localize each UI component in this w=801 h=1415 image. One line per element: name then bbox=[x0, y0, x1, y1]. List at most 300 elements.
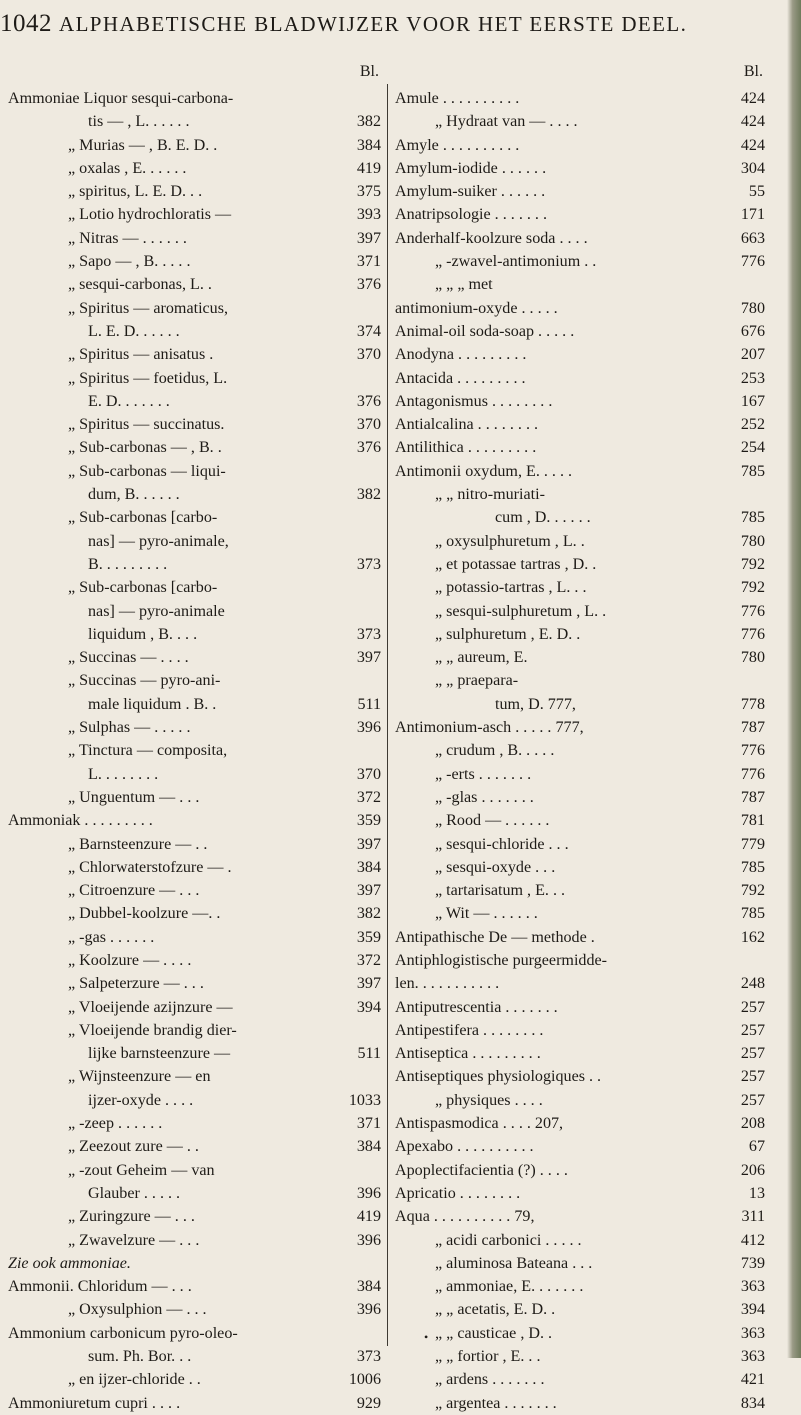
entry-text: „ Spiritus — foetidus, L. bbox=[68, 369, 228, 387]
index-entry bbox=[8, 250, 381, 273]
entry-text: Antagonismus . . . . . . . . bbox=[395, 392, 553, 410]
entry-text: „ Citroenzure — . . . bbox=[68, 882, 200, 900]
entry-text: ijzer-oxyde . . . . bbox=[88, 1091, 194, 1109]
index-entry bbox=[395, 483, 765, 506]
entry-page-number: 359 bbox=[356, 812, 381, 830]
entry-text: Anodyna . . . . . . . . . bbox=[395, 346, 527, 364]
entry-page-number: 382 bbox=[356, 905, 381, 923]
entry-text: „ „ praepara- bbox=[435, 672, 519, 690]
entry-page-number: 792 bbox=[740, 555, 765, 573]
entry-text: „ Sapo — , B. . . . . bbox=[68, 253, 191, 271]
index-entry bbox=[8, 879, 381, 902]
entry-text: „ Sub-carbonas — liqui- bbox=[68, 462, 226, 480]
entry-page-number: 792 bbox=[740, 882, 765, 900]
entry-text: Aqua . . . . . . . . . . 79, bbox=[395, 1208, 535, 1226]
entry-page-number: 374 bbox=[356, 322, 381, 340]
entry-page-number: 776 bbox=[740, 742, 765, 760]
entry-text: Apoplectifacientia (?) . . . . bbox=[395, 1161, 568, 1179]
entry-page-number: 776 bbox=[740, 765, 765, 783]
entry-page-number: 419 bbox=[356, 1208, 381, 1226]
entry-text: „ Salpeterzure — . . . bbox=[68, 975, 204, 993]
entry-page-number: 311 bbox=[741, 1208, 765, 1226]
entry-text: „ Koolzure — . . . . bbox=[68, 951, 192, 969]
index-entry bbox=[395, 949, 765, 972]
entry-text: „ physiques . . . . bbox=[435, 1091, 543, 1109]
entry-page-number: 394 bbox=[740, 1301, 765, 1319]
entry-page-number: 376 bbox=[356, 439, 381, 457]
index-entry bbox=[8, 623, 381, 646]
entry-page-number bbox=[319, 506, 381, 529]
entry-text: Antiseptiques physiologiques . . bbox=[395, 1068, 602, 1086]
entry-page-number: 1006 bbox=[348, 1371, 381, 1389]
entry-page-number: 663 bbox=[740, 229, 765, 247]
entry-text: Glauber . . . . . bbox=[88, 1184, 181, 1202]
entry-page-number bbox=[319, 1322, 381, 1345]
entry-text: „ Spiritus — anisatus . bbox=[68, 346, 214, 364]
entry-page-number: 257 bbox=[740, 1091, 765, 1109]
index-entry bbox=[8, 786, 381, 809]
entry-text: „ Rood — . . . . . . bbox=[435, 812, 550, 830]
index-entry bbox=[395, 623, 765, 646]
entry-page-number bbox=[319, 1019, 381, 1042]
index-entry bbox=[395, 436, 765, 459]
entry-text: Antiputrescentia . . . . . . . bbox=[395, 998, 558, 1016]
entry-text: „ Barnsteenzure — . . bbox=[68, 835, 208, 853]
index-entry bbox=[395, 1159, 765, 1182]
index-entry bbox=[395, 390, 765, 413]
entry-page-number: 167 bbox=[740, 392, 765, 410]
index-entry bbox=[8, 1089, 381, 1112]
entry-text: „ Vloeijende azijnzure — bbox=[68, 998, 233, 1016]
entry-page-number bbox=[319, 576, 381, 599]
entry-text: „ argentea . . . . . . . bbox=[435, 1394, 557, 1412]
index-column-left bbox=[8, 63, 381, 1415]
page-edge bbox=[787, 0, 801, 1358]
entry-text: „ et potassae tartras , D. . bbox=[435, 555, 597, 573]
entry-text: „ Succinas — pyro-ani- bbox=[68, 672, 221, 690]
index-entry bbox=[8, 413, 381, 436]
entry-text: „ Succinas — . . . . bbox=[68, 649, 189, 667]
entry-text: L. . . . . . . . bbox=[88, 765, 159, 783]
index-entry bbox=[395, 600, 765, 623]
entry-text: „ en ijzer-chloride . . bbox=[68, 1371, 201, 1389]
entry-text: Amule . . . . . . . . . . bbox=[395, 90, 520, 107]
index-entry bbox=[395, 1019, 765, 1042]
entry-page-number: 785 bbox=[740, 462, 765, 480]
index-entry bbox=[395, 320, 765, 343]
column-header-bl: Bl. bbox=[359, 63, 379, 80]
index-entry bbox=[395, 576, 765, 599]
index-entry bbox=[395, 669, 765, 692]
index-entry bbox=[395, 1229, 765, 1252]
index-entry bbox=[8, 1112, 381, 1135]
entry-page-number: 363 bbox=[740, 1324, 765, 1342]
entry-text: „ -zeep . . . . . . bbox=[68, 1115, 163, 1133]
entry-text: „ Vloeijende brandig dier- bbox=[68, 1021, 237, 1039]
entry-text: dum, B. . . . . . bbox=[88, 486, 180, 504]
entry-text: „ Sulphas — . . . . . bbox=[68, 719, 191, 737]
column-divider bbox=[387, 84, 388, 1346]
index-entry bbox=[8, 110, 381, 133]
index-entry bbox=[395, 1252, 765, 1275]
index-entry bbox=[8, 87, 381, 110]
index-entry bbox=[395, 203, 765, 226]
index-entry bbox=[8, 157, 381, 180]
entry-text: „ Sub-carbonas [carbo- bbox=[68, 579, 218, 597]
index-entry bbox=[395, 553, 765, 576]
entry-text: Anatripsologie . . . . . . . bbox=[395, 206, 547, 224]
entry-text: nas] — pyro-animale bbox=[88, 602, 225, 620]
entry-text: „ -zout Geheim — van bbox=[68, 1161, 215, 1179]
index-entry bbox=[8, 1065, 381, 1088]
index-entry bbox=[395, 1368, 765, 1391]
index-entry bbox=[8, 436, 381, 459]
entry-page-number: 779 bbox=[740, 835, 765, 853]
index-entry bbox=[395, 1275, 765, 1298]
index-entry bbox=[395, 250, 765, 273]
entry-text: cum , D. . . . . . bbox=[495, 509, 591, 527]
index-entry bbox=[395, 739, 765, 762]
index-entry bbox=[8, 1298, 381, 1321]
entry-page-number: 206 bbox=[740, 1161, 765, 1179]
entry-page-number: 780 bbox=[740, 532, 765, 550]
index-entry bbox=[8, 646, 381, 669]
entry-page-number: 370 bbox=[356, 416, 381, 434]
entry-page-number: 424 bbox=[740, 113, 765, 131]
entry-text: „ Tinctura — composita, bbox=[68, 742, 228, 760]
entry-page-number: 171 bbox=[740, 206, 765, 224]
entry-page-number: 834 bbox=[740, 1394, 765, 1412]
entry-text: Antiseptica . . . . . . . . . bbox=[395, 1045, 541, 1063]
index-entry bbox=[8, 506, 381, 529]
index-entry bbox=[8, 949, 381, 972]
entry-page-number bbox=[319, 297, 381, 320]
entry-page-number: 421 bbox=[740, 1371, 765, 1389]
entry-text: Zie ook ammoniae. bbox=[8, 1254, 131, 1272]
index-entry bbox=[8, 739, 381, 762]
index-entry bbox=[395, 367, 765, 390]
index-entry bbox=[8, 530, 381, 553]
entry-page-number bbox=[703, 949, 765, 972]
index-entry bbox=[8, 297, 381, 320]
entry-text: „ Wit — . . . . . . bbox=[435, 905, 538, 923]
index-entry bbox=[395, 134, 765, 157]
index-entry bbox=[395, 297, 765, 320]
entry-text: Antipathische De — methode . bbox=[395, 928, 595, 946]
entry-text: lijke barnsteenzure — bbox=[88, 1045, 231, 1063]
entry-page-number: 376 bbox=[356, 276, 381, 294]
entry-text: L. E. D. . . . . . bbox=[88, 322, 180, 340]
column-header-bl: Bl. bbox=[743, 63, 763, 80]
index-entry bbox=[8, 1252, 381, 1275]
entry-text: „ sesqui-oxyde . . . bbox=[435, 858, 556, 876]
entry-text: liquidum , B. . . . bbox=[88, 625, 198, 643]
entry-page-number bbox=[319, 1252, 381, 1275]
entry-page-number: 373 bbox=[356, 625, 381, 643]
entry-page-number: 55 bbox=[748, 183, 765, 201]
entry-text: Apricatio . . . . . . . . bbox=[395, 1184, 521, 1202]
entry-text: „ spiritus, L. E. D. . . bbox=[68, 183, 203, 201]
entry-page-number: 739 bbox=[740, 1254, 765, 1272]
index-entry bbox=[395, 110, 765, 133]
entry-text: Ammoniuretum cupri . . . . bbox=[8, 1394, 181, 1412]
entry-text: „ „ fortior , E. . . bbox=[435, 1348, 541, 1366]
entry-text: Antimonii oxydum, E. . . . . bbox=[395, 462, 573, 480]
entry-text: „ ammoniae, E. . . . . . . bbox=[435, 1278, 584, 1296]
entry-page-number: 787 bbox=[740, 788, 765, 806]
entry-page-number: 375 bbox=[356, 183, 381, 201]
index-entry bbox=[8, 320, 381, 343]
entry-page-number: 208 bbox=[740, 1115, 765, 1133]
entry-text: „ tartarisatum , E. . . bbox=[435, 882, 566, 900]
entry-page-number: 396 bbox=[356, 1301, 381, 1319]
entry-page-number: 397 bbox=[356, 975, 381, 993]
index-entry bbox=[395, 1298, 765, 1321]
entry-page-number: 373 bbox=[356, 555, 381, 573]
index-entry bbox=[8, 203, 381, 226]
entry-page-number: 785 bbox=[740, 509, 765, 527]
entry-text: antimonium-oxyde . . . . . bbox=[395, 299, 558, 317]
entry-page-number: 396 bbox=[356, 719, 381, 737]
entry-page-number: 257 bbox=[740, 1045, 765, 1063]
entry-page-number: 376 bbox=[356, 392, 381, 410]
entry-text: „ ardens . . . . . . . bbox=[435, 1371, 545, 1389]
index-entry bbox=[395, 87, 765, 110]
entry-text: „ oxalas , E. . . . . . bbox=[68, 159, 187, 177]
entry-text: Antispasmodica . . . . 207, bbox=[395, 1115, 564, 1133]
entry-page-number: 776 bbox=[740, 602, 765, 620]
index-entry bbox=[8, 1159, 381, 1182]
index-column-right bbox=[395, 63, 765, 1415]
entry-text: sum. Ph. Bor. . . bbox=[88, 1348, 192, 1366]
index-entry bbox=[8, 180, 381, 203]
index-entry bbox=[8, 1322, 381, 1345]
entry-text: Ammonii. Chloridum — . . . bbox=[8, 1278, 192, 1296]
index-entry bbox=[8, 1345, 381, 1368]
index-entry bbox=[8, 227, 381, 250]
entry-page-number: 257 bbox=[740, 1068, 765, 1086]
entry-page-number: 371 bbox=[356, 1115, 381, 1133]
entry-text: Ammonium carbonicum pyro-oleo- bbox=[8, 1324, 238, 1342]
entry-text: Antialcalina . . . . . . . . bbox=[395, 416, 539, 434]
entry-text: „ „ causticae , D. . bbox=[435, 1324, 553, 1342]
entry-page-number: 257 bbox=[740, 1021, 765, 1039]
entry-text: „ Sub-carbonas [carbo- bbox=[68, 509, 218, 527]
index-entry bbox=[8, 1205, 381, 1228]
entry-page-number bbox=[319, 367, 381, 390]
index-entry bbox=[8, 716, 381, 739]
index-entry bbox=[395, 879, 765, 902]
entry-text: „ Sub-carbonas — , B. . bbox=[68, 439, 222, 457]
entry-text: E. D. . . . . . . bbox=[88, 392, 170, 410]
entry-page-number: 397 bbox=[356, 835, 381, 853]
index-entry bbox=[395, 227, 765, 250]
entry-text: „ „ aureum, E. bbox=[435, 649, 528, 667]
entry-page-number bbox=[319, 460, 381, 483]
index-entry bbox=[8, 1229, 381, 1252]
index-entry bbox=[8, 343, 381, 366]
entry-page-number: 382 bbox=[356, 486, 381, 504]
entry-page-number: 396 bbox=[356, 1184, 381, 1202]
index-entry bbox=[395, 833, 765, 856]
index-entry bbox=[395, 646, 765, 669]
entry-page-number: 424 bbox=[740, 90, 765, 107]
entry-text: „ Murias — , B. E. D. . bbox=[68, 136, 218, 154]
index-entry bbox=[395, 1205, 765, 1228]
entry-page-number: 384 bbox=[356, 1278, 381, 1296]
entry-text: nas] — pyro-animale, bbox=[88, 532, 229, 550]
entry-page-number bbox=[319, 739, 381, 762]
entry-page-number bbox=[319, 1159, 381, 1182]
entry-page-number bbox=[703, 483, 765, 506]
entry-text: „ „ „ met bbox=[435, 276, 493, 294]
entry-page-number bbox=[703, 273, 765, 296]
entry-page-number: 384 bbox=[356, 1138, 381, 1156]
page-number: 1042 bbox=[0, 10, 52, 37]
entry-page-number: 776 bbox=[740, 253, 765, 271]
index-entry bbox=[395, 273, 765, 296]
index-entry bbox=[395, 1089, 765, 1112]
entry-page-number: 359 bbox=[356, 928, 381, 946]
entry-page-number: 397 bbox=[356, 229, 381, 247]
entry-page-number: 393 bbox=[356, 206, 381, 224]
entry-text: „ -gas . . . . . . bbox=[68, 928, 155, 946]
entry-text: „ potassio-tartras , L. . . bbox=[435, 579, 587, 597]
entry-page-number: 397 bbox=[356, 649, 381, 667]
index-entry bbox=[395, 1345, 765, 1368]
index-entry bbox=[8, 460, 381, 483]
entry-text: „ Spiritus — aromaticus, bbox=[68, 299, 229, 317]
entry-page-number: 67 bbox=[748, 1138, 765, 1156]
index-entry bbox=[395, 530, 765, 553]
entry-text: „ aluminosa Bateana . . . bbox=[435, 1254, 593, 1272]
entry-page-number: 373 bbox=[356, 1348, 381, 1366]
index-entry bbox=[8, 273, 381, 296]
index-entry bbox=[8, 1275, 381, 1298]
index-entry bbox=[8, 972, 381, 995]
entry-page-number: 248 bbox=[740, 975, 765, 993]
index-entry bbox=[395, 413, 765, 436]
entry-text: „ Nitras — . . . . . . bbox=[68, 229, 187, 247]
entry-page-number: 254 bbox=[740, 439, 765, 457]
entry-page-number: 371 bbox=[356, 253, 381, 271]
entry-text: „ sesqui-chloride . . . bbox=[435, 835, 569, 853]
entry-text: „ Oxysulphion — . . . bbox=[68, 1301, 207, 1319]
entry-page-number: 396 bbox=[356, 1231, 381, 1249]
index-entry bbox=[8, 809, 381, 832]
index-entry bbox=[395, 809, 765, 832]
index-entry bbox=[395, 180, 765, 203]
entry-page-number: 787 bbox=[740, 719, 765, 737]
index-entry bbox=[8, 833, 381, 856]
entry-page-number: 1033 bbox=[348, 1091, 381, 1109]
entry-text: male liquidum . B. . bbox=[88, 695, 217, 713]
entry-page-number: 207 bbox=[740, 346, 765, 364]
index-entry bbox=[395, 1322, 765, 1345]
index-entry bbox=[395, 786, 765, 809]
entry-page-number: 252 bbox=[740, 416, 765, 434]
entry-text: „ Dubbel-koolzure —. . bbox=[68, 905, 221, 923]
entry-page-number: 419 bbox=[356, 159, 381, 177]
entry-page-number: 363 bbox=[740, 1278, 765, 1296]
entry-page-number: 370 bbox=[356, 765, 381, 783]
entry-text: „ Zuringzure — . . . bbox=[68, 1208, 195, 1226]
index-entry bbox=[8, 1042, 381, 1065]
entry-page-number: 412 bbox=[740, 1231, 765, 1249]
index-entry bbox=[8, 1135, 381, 1158]
page-header bbox=[0, 10, 687, 38]
entry-page-number: 253 bbox=[740, 369, 765, 387]
index-entry bbox=[8, 483, 381, 506]
entry-text: Apexabo . . . . . . . . . . bbox=[395, 1138, 534, 1156]
entry-text: Antiphlogistische purgeermidde- bbox=[395, 951, 608, 969]
entry-page-number: 382 bbox=[356, 113, 381, 131]
entry-page-number: 384 bbox=[356, 858, 381, 876]
ink-mark: • bbox=[424, 1330, 429, 1344]
entry-page-number bbox=[703, 669, 765, 692]
entry-page-number: 785 bbox=[740, 858, 765, 876]
index-entry bbox=[395, 157, 765, 180]
entry-text: „ sesqui-carbonas, L. . bbox=[68, 276, 212, 294]
entry-text: „ Lotio hydrochloratis — bbox=[68, 206, 232, 224]
entry-text: Antimonium-asch . . . . . 777, bbox=[395, 719, 584, 737]
entry-page-number: 304 bbox=[740, 159, 765, 177]
entry-text: B. . . . . . . . . bbox=[88, 555, 168, 573]
index-entry bbox=[8, 600, 381, 623]
entry-page-number bbox=[319, 530, 381, 553]
entry-page-number: 394 bbox=[356, 998, 381, 1016]
page-title: ALPHABETISCHE BLADWIJZER VOOR HET EERSTE DEEL. bbox=[59, 12, 688, 36]
entry-page-number bbox=[319, 1065, 381, 1088]
entry-page-number: 363 bbox=[740, 1348, 765, 1366]
index-entry bbox=[8, 693, 381, 716]
entry-text: „ Hydraat van — . . . . bbox=[435, 113, 578, 131]
index-entry bbox=[8, 902, 381, 925]
entry-page-number: 13 bbox=[748, 1184, 765, 1202]
entry-text: „ oxysulphuretum , L. . bbox=[435, 532, 585, 550]
index-entry bbox=[395, 506, 765, 529]
entry-page-number: 372 bbox=[356, 951, 381, 969]
index-entry bbox=[8, 1019, 381, 1042]
index-entry bbox=[8, 390, 381, 413]
entry-page-number: 424 bbox=[740, 136, 765, 154]
index-entry bbox=[395, 1135, 765, 1158]
entry-text: Ammoniae Liquor sesqui-carbona- bbox=[8, 90, 234, 107]
entry-text: „ „ acetatis, E. D. . bbox=[435, 1301, 556, 1319]
entry-text: „ crudum , B. . . . . bbox=[435, 742, 555, 760]
index-entry bbox=[8, 553, 381, 576]
entry-text: „ Zeezout zure — . . bbox=[68, 1138, 199, 1156]
index-entry bbox=[8, 669, 381, 692]
entry-page-number: 370 bbox=[356, 346, 381, 364]
entry-text: „ -zwavel-antimonium . . bbox=[435, 253, 597, 271]
entry-text: „ acidi carbonici . . . . . bbox=[435, 1231, 582, 1249]
entry-text: Animal-oil soda-soap . . . . . bbox=[395, 322, 575, 340]
entry-page-number: 780 bbox=[740, 299, 765, 317]
entry-text: Antipestifera . . . . . . . . bbox=[395, 1021, 544, 1039]
index-entry bbox=[8, 996, 381, 1019]
entry-page-number: 780 bbox=[740, 649, 765, 667]
entry-page-number bbox=[319, 87, 381, 110]
entry-text: „ Spiritus — succinatus. bbox=[68, 416, 225, 434]
index-entry bbox=[8, 576, 381, 599]
index-entry bbox=[8, 1392, 381, 1415]
index-entry bbox=[395, 1392, 765, 1415]
entry-text: Amylum-suiker . . . . . . bbox=[395, 183, 546, 201]
entry-text: len. . . . . . . . . . . bbox=[395, 975, 500, 993]
entry-text: „ Chlorwaterstofzure — . bbox=[68, 858, 232, 876]
entry-page-number bbox=[319, 600, 381, 623]
